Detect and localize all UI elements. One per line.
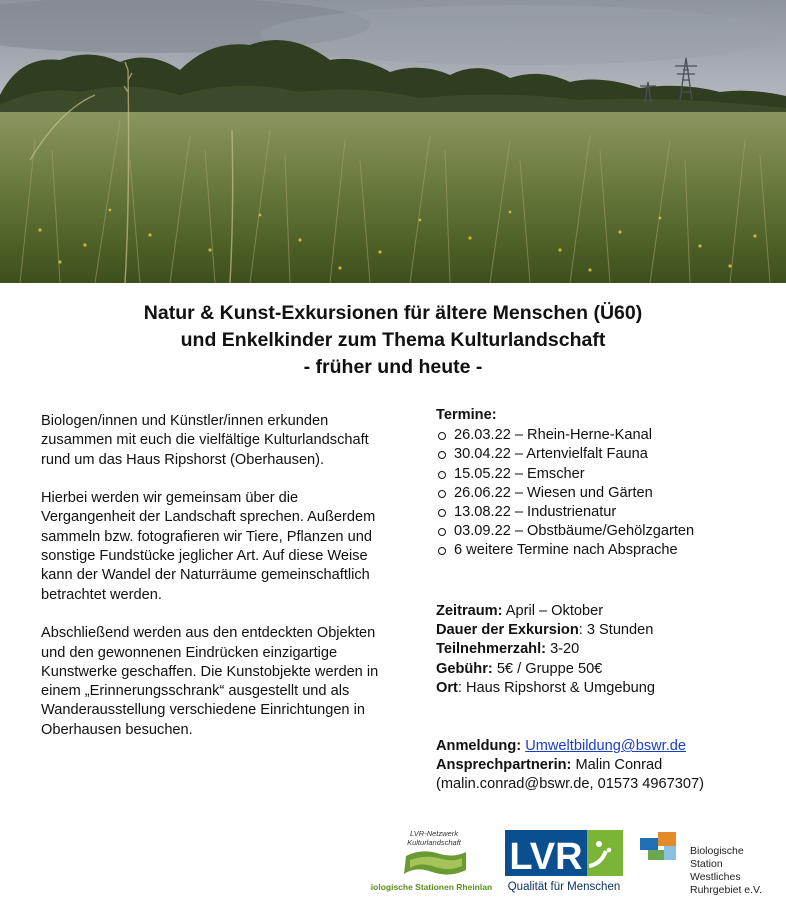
termine-item: 15.05.22 – Emscher: [436, 465, 776, 484]
dauer-row: [436, 621, 655, 640]
kulturlandschaft-logo: [370, 826, 492, 896]
lvr-text: LVR: [509, 836, 583, 878]
lvr-logo: [503, 830, 626, 896]
teilnehmer-row: [436, 640, 655, 659]
gebuehr-value: 5€ / Gruppe 50€: [492, 660, 603, 677]
anmeldung-label: Anmeldung:: [436, 738, 522, 754]
contact-section: [436, 737, 704, 795]
description-column: [41, 412, 391, 759]
termine-item: 26.03.22 – Rhein-Herne-Kanal: [436, 426, 776, 445]
bswr-text-4: Ruhrgebiet e.V.: [690, 884, 762, 896]
bswr-text-3: Westliches: [690, 871, 741, 883]
ort-value: : Haus Ripshorst & Umgebung: [457, 679, 655, 696]
ansprech-row: [436, 756, 704, 775]
ort-label: Ort: [436, 679, 458, 696]
ansprech-name: Malin Conrad: [571, 757, 663, 774]
termine-item: 13.08.22 – Industrienatur: [436, 503, 776, 522]
anmeldung-email-link[interactable]: Umweltbildung@bswr.de: [525, 738, 687, 754]
bswr-text-2: Station: [690, 858, 723, 870]
gebuehr-row: [436, 660, 655, 679]
termine-item: 6 weitere Termine nach Absprache: [436, 541, 776, 560]
headline: [0, 300, 786, 381]
description-paragraph-2: Hierbei werden wir gemeinsam über die Vergangenheit der Landschaft sprechen. Außerdem sammeln bzw. fotografieren wir Tiere, Pflanzen und sonstige Fundstücke jeglicher Art. Auf diese Weise kann der Wandel der Naturräume gemeinschaftlich betrachtet werden.: [41, 490, 376, 603]
zeitraum-row: [436, 602, 655, 621]
description-paragraph-3: Abschließend werden aus den entdeckten Objekten und den gewonnenen Eindrücken einzigartige Kunstwerke geschaffen. Die Kunstobjekte werden in einem „Erinnerungsschrank“ ausgestellt und als Wanderausstellung verschiedene Einrichtungen in Oberhausen besuchen.: [41, 625, 379, 738]
kultur-text-2: Kulturlandschaft: [407, 838, 461, 847]
teilnehmer-value: 3-20: [546, 641, 580, 658]
termine-item: 26.06.22 – Wiesen und Gärten: [436, 484, 776, 503]
details-section: [436, 602, 655, 698]
title-line-3: - früher und heute -: [303, 356, 483, 378]
dauer-label: Dauer der Exkursion: [436, 622, 579, 639]
lvr-caption: Qualität für Menschen: [507, 881, 621, 893]
termine-item: 30.04.22 – Artenvielfalt Fauna: [436, 445, 776, 464]
zeitraum-label: Zeitraum:: [436, 603, 503, 619]
title-line-2: und Enkelkinder zum Thema Kulturlandschaft: [180, 329, 606, 351]
ansprech-label: Ansprechpartnerin:: [436, 757, 572, 774]
ort-row: [436, 679, 655, 698]
bswr-logo: [638, 828, 778, 898]
kultur-text-1: LVR-Netzwerk: [410, 829, 458, 838]
description-paragraph-1: Biologen/innen und Künstler/innen erkunden zusammen mit euch die vielfältige Kulturlandschaft rund um das Haus Ripshorst (Oberhausen).: [41, 413, 369, 468]
bswr-text-1: Biologische: [690, 845, 744, 857]
gebuehr-label: Gebühr:: [436, 660, 493, 677]
teilnehmer-label: Teilnehmerzahl:: [436, 641, 547, 658]
termine-list: [436, 426, 776, 560]
termine-item: 03.09.22 – Obstbäume/Gehölzgarten: [436, 522, 776, 541]
termine-heading: Termine:: [436, 407, 497, 423]
ansprech-details: (malin.conrad@bswr.de, 01573 4967307): [436, 776, 704, 793]
termine-section: [436, 406, 776, 561]
dauer-value: : 3 Stunden: [578, 622, 654, 639]
zeitraum-value: April – Oktober: [502, 603, 604, 619]
meadow-landscape-photo: [0, 0, 786, 283]
kultur-caption: Biologische Stationen Rheinland: [370, 882, 492, 892]
title-line-1: Natur & Kunst-Exkursionen für ältere Menschen (Ü60): [143, 302, 643, 324]
anmeldung-row: [436, 737, 704, 756]
